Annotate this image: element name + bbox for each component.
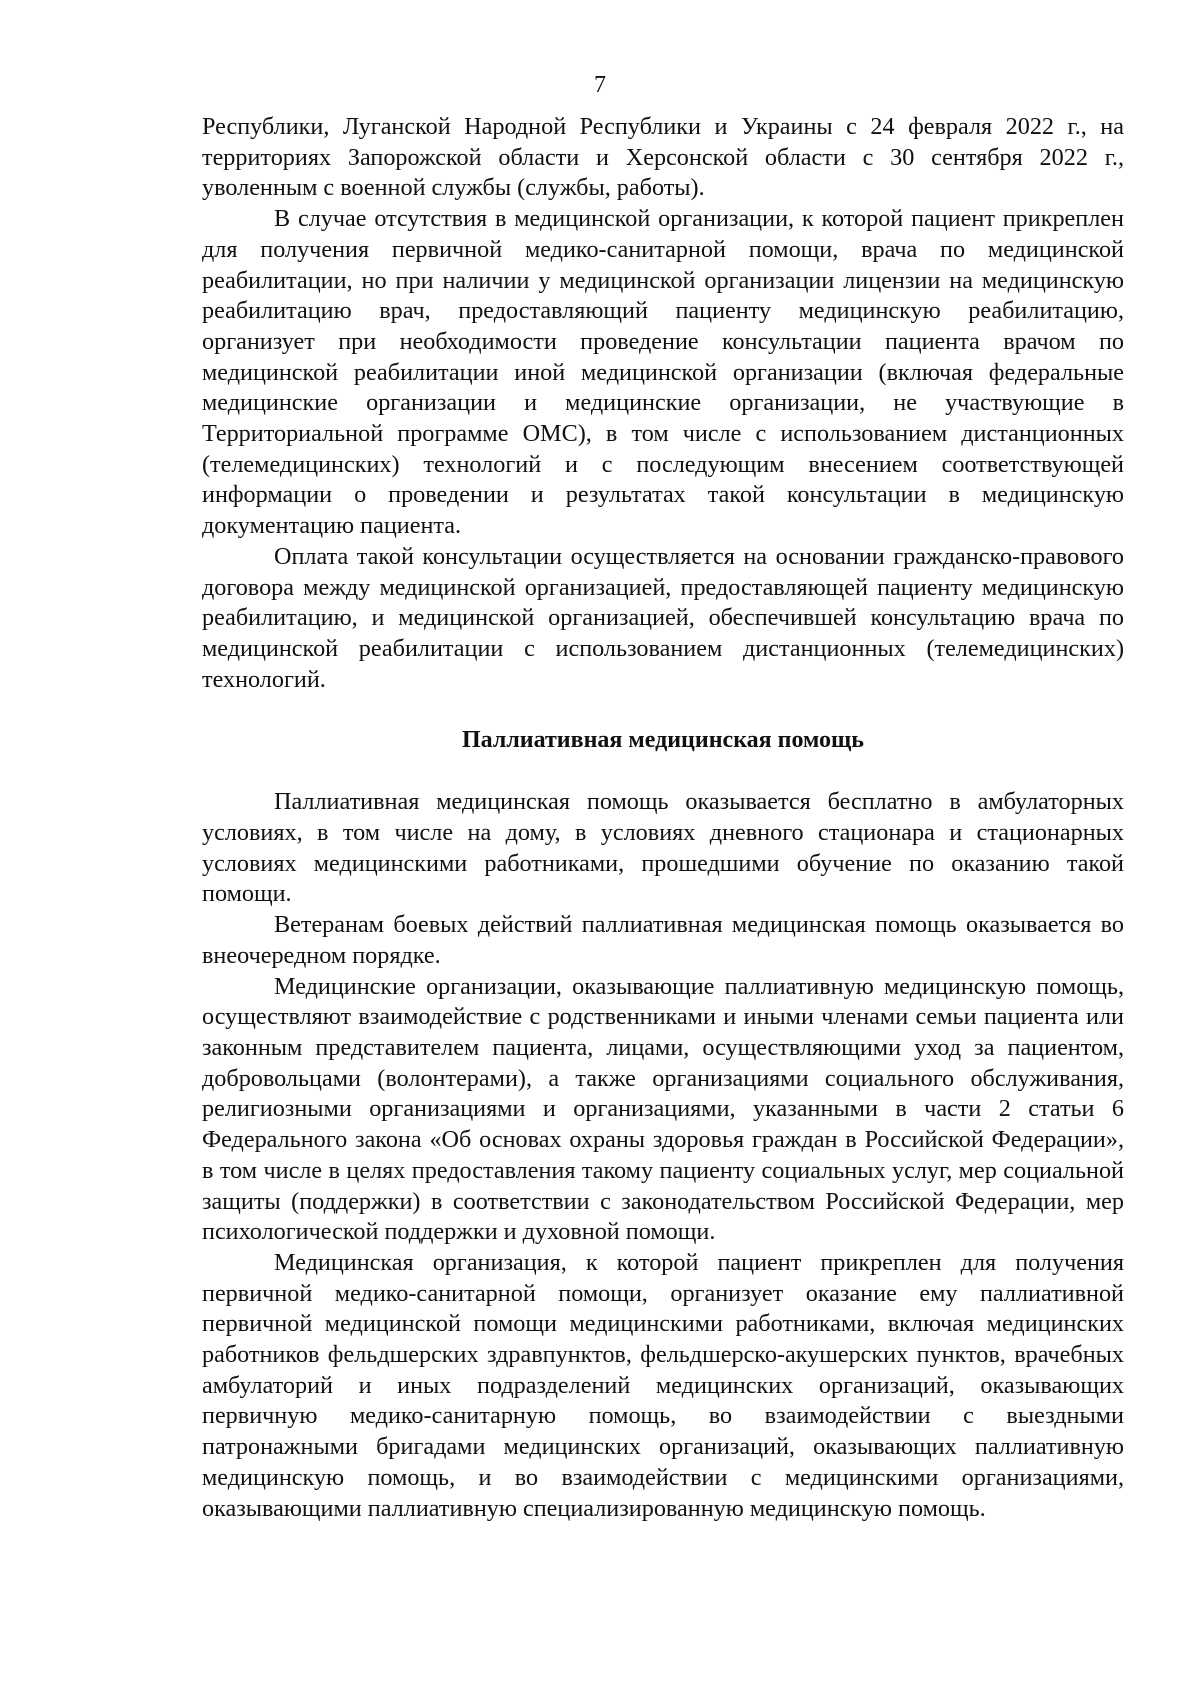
paragraph-palliative-free: Паллиативная медицинская помощь оказывается бесплатно в амбулаторных условиях, в том числе на дому, в условиях дневного стационара и стационарных условиях медицинскими работниками, прошедшими обучение по оказанию такой помощи. [202, 788, 1124, 908]
paragraph-continuation: Республики, Луганской Народной Республики и Украины с 24 февраля 2022 г., на территориях Запорожской области и Херсонской области с 30 сентября 2022 г., уволенным с военной службы (службы, работы). [202, 113, 1124, 202]
document-body [202, 112, 1124, 1524]
paragraph-veterans-priority: Ветеранам боевых действий паллиативная медицинская помощь оказывается во внеочередном порядке. [202, 911, 1124, 969]
page-number: 7 [594, 72, 606, 98]
paragraph-primary-palliative-care: Медицинская организация, к которой пациент прикреплен для получения первичной медико-санитарной помощи, организует оказание ему паллиативной первичной медицинской помощи медицинскими работниками, включая медицинских работников фельдшерских здравпунктов, фельдшерско-акушерских пунктов, врачебных амбулаторий и иных подразделений медицинских организаций, оказывающих первичную медико-санитарную помощь, во взаимодействии с выездными патронажными бригадами медицинских организаций, оказывающих паллиативную медицинскую помощь, и во взаимодействии с медицинскими организациями, оказывающими паллиативную специализированную медицинскую помощь. [202, 1248, 1124, 1522]
section-heading-palliative-care: Паллиативная медицинская помощь [462, 727, 864, 754]
paragraph-consultation-payment: Оплата такой консультации осуществляется на основании гражданско-правового договора между медицинской организацией, предоставляющей пациенту медицинскую реабилитацию, и медицинской организацией, обеспечившей консультацию врача по медицинской реабилитации с использованием дистанционных (телемедицинских) технологий. [202, 542, 1124, 693]
paragraph-interaction-relatives: Медицинские организации, оказывающие паллиативную медицинскую помощь, осуществляют взаимодействие с родственниками и иными членами семьи пациента или законным представителем пациента, лицами, осуществляющими уход за пациентом, добровольцами (волонтерами), а также организациями социального обслуживания, религиозными организациями и организациями, указанными в части 2 статьи 6 Федерального закона «Об основах охраны здоровья граждан в Российской Федерации», в том числе в целях предоставления такому пациенту социальных услуг, мер социальной защиты (поддержки) в соответствии с законодательством Российской Федерации, мер психологической поддержки и духовной помощи. [202, 972, 1124, 1246]
paragraph-rehabilitation-consultation: В случае отсутствия в медицинской организации, к которой пациент прикреплен для получения первичной медико-санитарной помощи, врача по медицинской реабилитации, но при наличии у медицинской организации лицензии на медицинскую реабилитацию врач, предоставляющий пациенту медицинскую реабилитацию, организует при необходимости проведение консультации пациента врачом по медицинской реабилитации иной медицинской организации (включая федеральные медицинские организации и медицинские организации, не участвующие в Территориальной программе ОМС), в том числе с использованием дистанционных (телемедицинских) технологий и с последующим внесением соответствующей информации о проведении и результатах такой консультации в медицинскую документацию пациента. [202, 205, 1124, 540]
